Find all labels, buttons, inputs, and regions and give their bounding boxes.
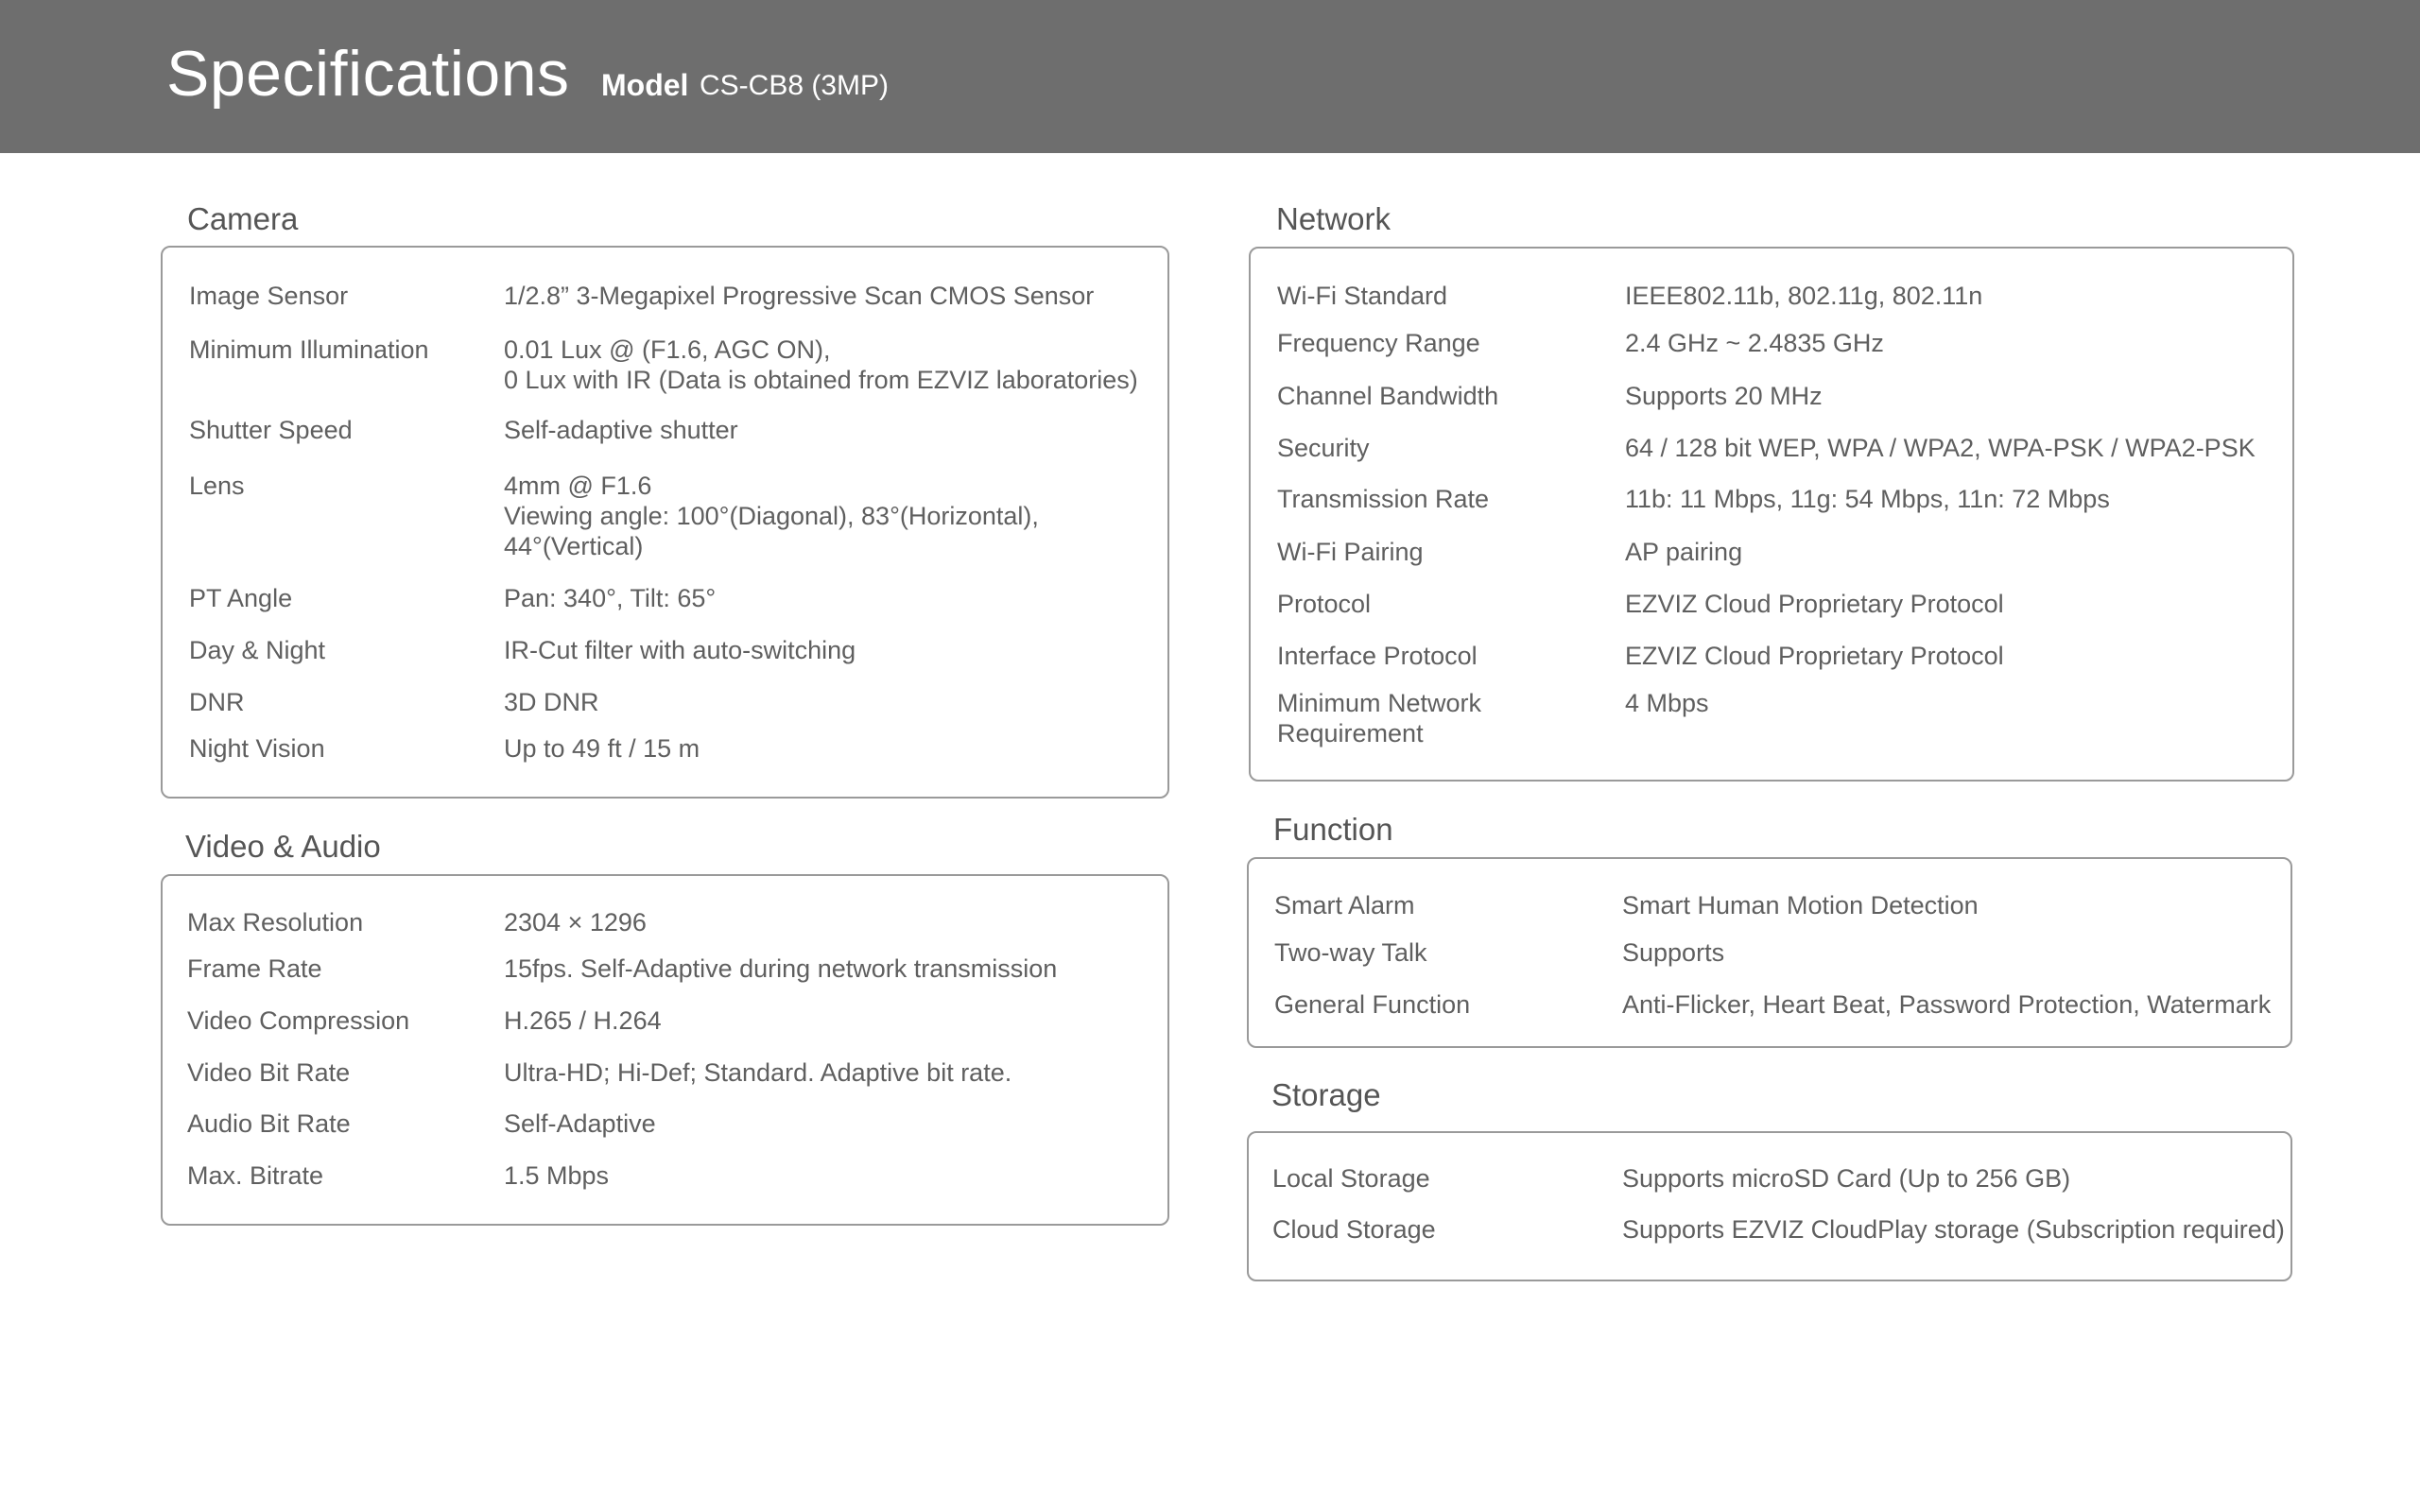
network-panel (1249, 247, 2294, 782)
spec-value-line: Viewing angle: 100°(Diagonal), 83°(Horizontal), (504, 502, 1039, 530)
spec-value (504, 954, 1057, 984)
spec-label-line: Minimum Network (1277, 689, 1482, 717)
spec-value-line: Self-Adaptive (504, 1109, 656, 1138)
spec-value-line: Supports microSD Card (Up to 256 GB) (1622, 1164, 2071, 1193)
section-title-camera: Camera (187, 201, 299, 236)
page-title: Specifications (166, 38, 570, 110)
spec-label: Transmission Rate (1277, 485, 1490, 513)
spec-label: Channel Bandwidth (1277, 382, 1499, 410)
section-title-function: Function (1273, 812, 1393, 847)
spec-value (1625, 433, 2256, 463)
spec-value (504, 907, 647, 937)
spec-value-line: EZVIZ Cloud Proprietary Protocol (1625, 642, 2004, 670)
spec-value-line: Ultra-HD; Hi-Def; Standard. Adaptive bit rate. (504, 1058, 1012, 1087)
spec-value (504, 1005, 662, 1036)
spec-label: Video Compression (187, 1006, 410, 1035)
spec-label: DNR (189, 688, 245, 716)
spec-label: Protocol (1277, 590, 1372, 618)
storage-panel (1247, 1131, 2292, 1281)
section-title-video-audio: Video & Audio (185, 829, 381, 864)
spec-value-line: 0.01 Lux @ (F1.6, AGC ON), (504, 335, 831, 364)
spec-label: Frequency Range (1277, 329, 1480, 357)
spec-value (1622, 1163, 2070, 1194)
spec-value-line: Supports 20 MHz (1625, 382, 1823, 410)
spec-value-line: 64 / 128 bit WEP, WPA / WPA2, WPA-PSK / WPA2-PSK (1625, 434, 2256, 462)
spec-value-line: AP pairing (1625, 538, 1743, 566)
camera-panel (161, 246, 1169, 799)
spec-value (1622, 989, 2271, 1020)
spec-label: Local Storage (1272, 1164, 1430, 1193)
spec-label: Max Resolution (187, 908, 364, 936)
spec-value (1622, 1214, 2285, 1245)
spec-value (504, 335, 1138, 395)
spec-value (1625, 328, 1884, 358)
spec-label (1277, 688, 1481, 748)
spec-label: Max. Bitrate (187, 1161, 324, 1190)
spec-label: Lens (189, 472, 245, 500)
spec-value (1625, 589, 2004, 619)
header-bar (0, 0, 2420, 153)
spec-value-line: 11b: 11 Mbps, 11g: 54 Mbps, 11n: 72 Mbps (1625, 485, 2110, 513)
spec-value (1625, 537, 1742, 567)
spec-label-line: Requirement (1277, 719, 1424, 747)
section-title-network: Network (1276, 201, 1392, 236)
spec-label: Wi-Fi Standard (1277, 282, 1448, 310)
spec-value (1625, 281, 1982, 311)
spec-label: Shutter Speed (189, 416, 353, 444)
spec-label: Image Sensor (189, 282, 349, 310)
spec-value-line: 44°(Vertical) (504, 532, 644, 560)
spec-value (1622, 937, 1724, 968)
spec-value-line: 4 Mbps (1625, 689, 1709, 717)
spec-label: Cloud Storage (1272, 1215, 1436, 1244)
model-value: CS-CB8 (3MP) (700, 70, 890, 101)
spec-value-line: 0 Lux with IR (Data is obtained from EZVIZ laboratories) (504, 366, 1138, 394)
video-audio-panel (161, 874, 1169, 1226)
spec-value (504, 635, 856, 665)
spec-value (504, 687, 599, 717)
spec-label: Interface Protocol (1277, 642, 1478, 670)
model-label: Model (601, 68, 689, 102)
spec-label: PT Angle (189, 584, 293, 612)
section-title-storage: Storage (1271, 1077, 1381, 1112)
spec-value (504, 583, 716, 613)
spec-value (504, 1108, 656, 1139)
spec-value-line: H.265 / H.264 (504, 1006, 662, 1035)
spec-value-line: 2304 × 1296 (504, 908, 647, 936)
spec-value (1622, 890, 1979, 920)
spec-value (1625, 641, 2004, 671)
spec-label: Frame Rate (187, 954, 322, 983)
spec-value (1625, 484, 2110, 514)
spec-value (504, 471, 1039, 561)
spec-value (504, 733, 700, 764)
spec-label: General Function (1274, 990, 1471, 1019)
spec-value (504, 415, 738, 445)
spec-label: Minimum Illumination (189, 335, 429, 364)
spec-value-line: Supports EZVIZ CloudPlay storage (Subscription required) (1622, 1215, 2285, 1244)
spec-value-line: 2.4 GHz ~ 2.4835 GHz (1625, 329, 1884, 357)
spec-label: Smart Alarm (1274, 891, 1415, 919)
spec-value-line: Pan: 340°, Tilt: 65° (504, 584, 717, 612)
function-panel (1247, 857, 2292, 1048)
spec-label: Night Vision (189, 734, 325, 763)
spec-label: Security (1277, 434, 1370, 462)
spec-value-line: 1.5 Mbps (504, 1161, 610, 1190)
spec-label: Audio Bit Rate (187, 1109, 351, 1138)
spec-label: Wi-Fi Pairing (1277, 538, 1424, 566)
spec-value-line: EZVIZ Cloud Proprietary Protocol (1625, 590, 2004, 618)
spec-label: Day & Night (189, 636, 326, 664)
spec-value-line: 3D DNR (504, 688, 599, 716)
spec-value (504, 281, 1094, 311)
spec-value (504, 1057, 1011, 1088)
spec-value-line: 1/2.8” 3-Megapixel Progressive Scan CMOS Sensor (504, 282, 1095, 310)
spec-value-line: Supports (1622, 938, 1725, 967)
spec-value-line: Anti-Flicker, Heart Beat, Password Protection, Watermark (1622, 990, 2272, 1019)
spec-label: Two-way Talk (1274, 938, 1427, 967)
spec-value (1625, 381, 1823, 411)
spec-label: Video Bit Rate (187, 1058, 351, 1087)
spec-value-line: Self-adaptive shutter (504, 416, 738, 444)
spec-value-line: 15fps. Self-Adaptive during network transmission (504, 954, 1058, 983)
spec-value-line: IEEE802.11b, 802.11g, 802.11n (1625, 282, 1983, 310)
spec-value-line: Smart Human Motion Detection (1622, 891, 1979, 919)
spec-value-line: Up to 49 ft / 15 m (504, 734, 700, 763)
spec-value-line: 4mm @ F1.6 (504, 472, 652, 500)
spec-value (504, 1160, 609, 1191)
spec-value (1625, 688, 1709, 718)
spec-value-line: IR-Cut filter with auto-switching (504, 636, 856, 664)
